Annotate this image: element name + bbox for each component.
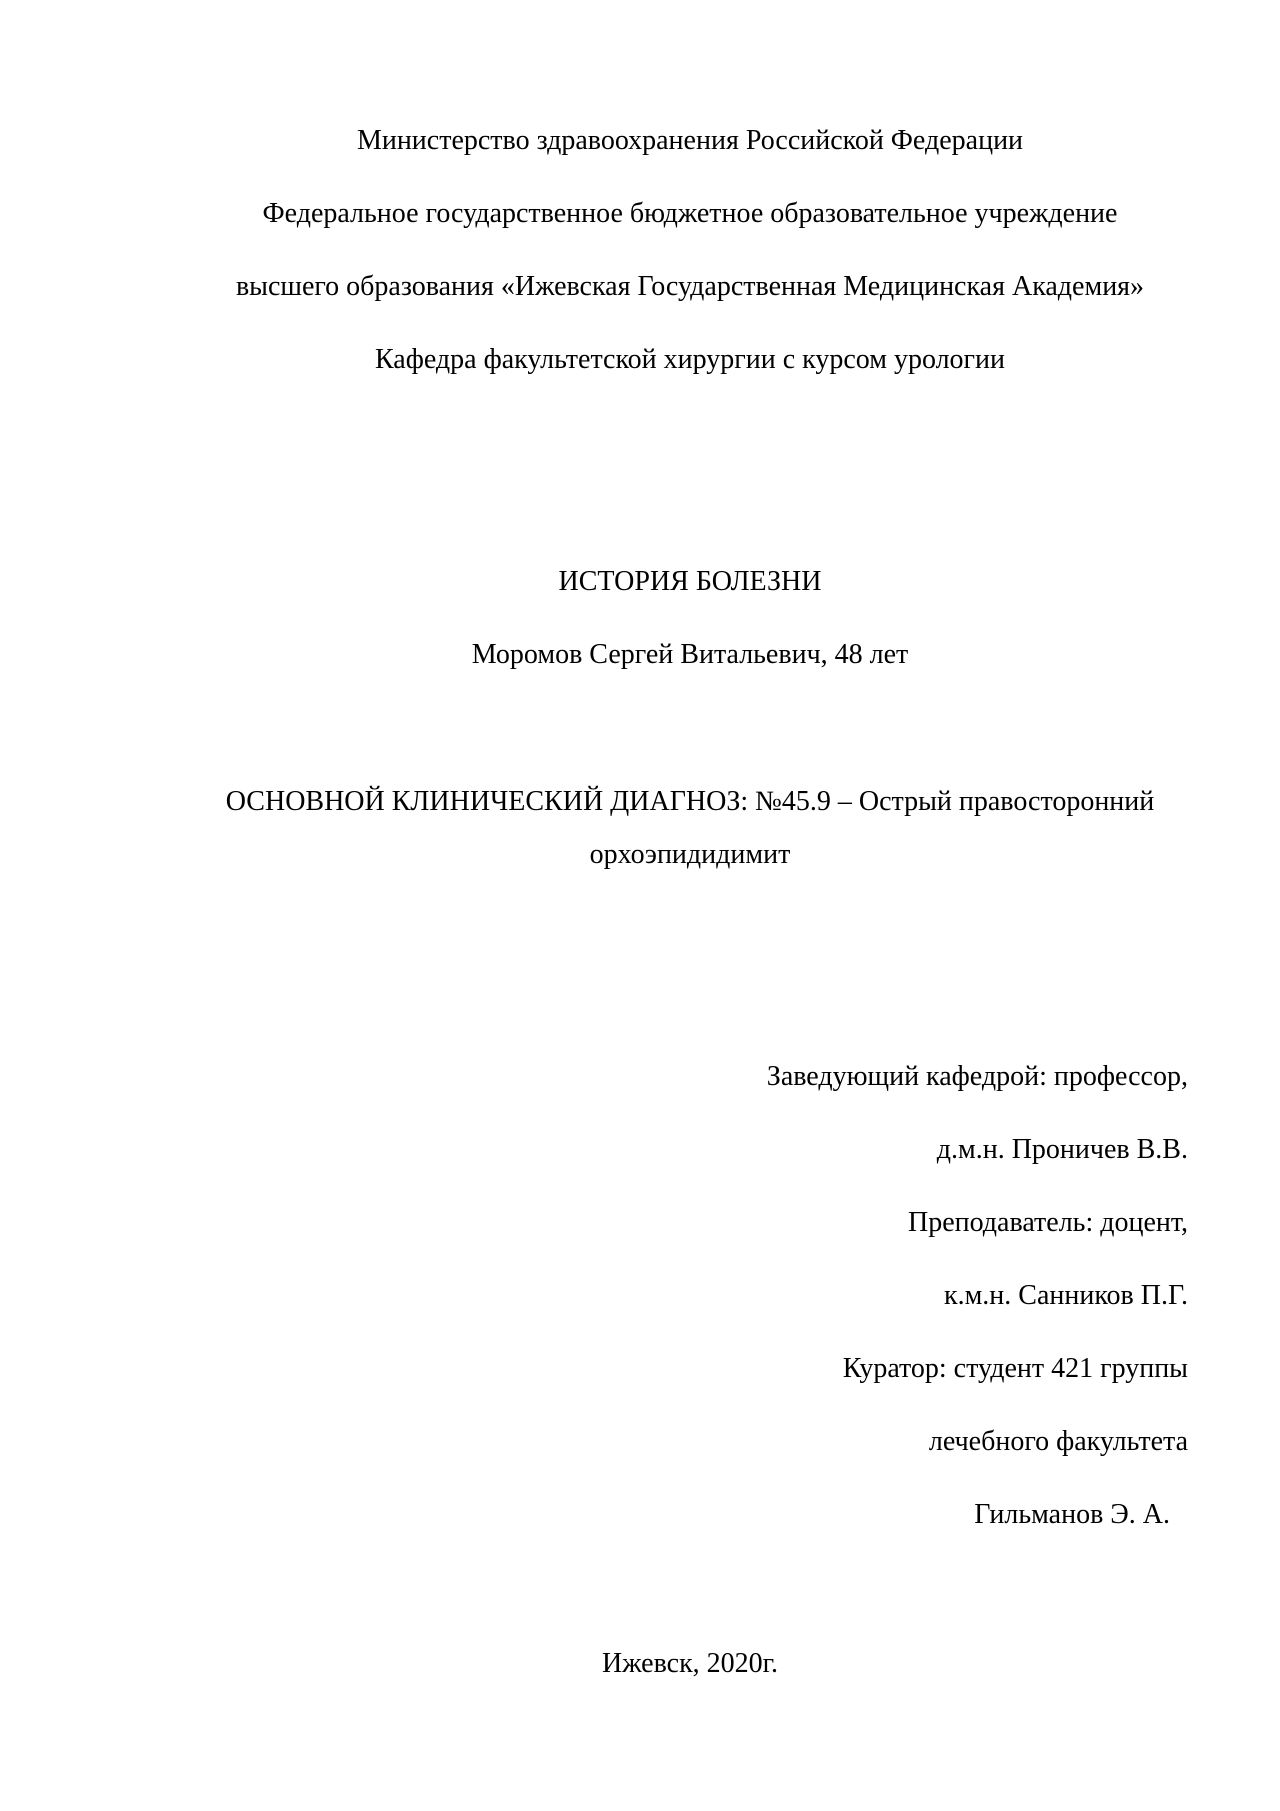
patient-name: Моромов Сергей Витальевич, 48 лет <box>471 639 909 670</box>
curator-faculty: лечебного факультета <box>928 1426 1188 1457</box>
head-of-department-role: Заведующий кафедрой: профессор, <box>766 1061 1188 1092</box>
document-title: ИСТОРИЯ БОЛЕЗНИ <box>558 566 822 597</box>
curator-role: Куратор: студент 421 группы <box>842 1353 1188 1384</box>
department-line: Кафедра факультетской хирургии с курсом урологии <box>374 344 1006 375</box>
curator-name: Гильманов Э. А. <box>974 1499 1170 1530</box>
diagnosis-line-2: орхоэпидидимит <box>589 839 791 870</box>
city-year: Ижевск, 2020г. <box>601 1648 779 1679</box>
diagnosis-line-1: ОСНОВНОЙ КЛИНИЧЕСКИЙ ДИАГНОЗ: №45.9 – Острый правосторонний <box>225 786 1155 817</box>
head-of-department-name: д.м.н. Проничев В.В. <box>936 1134 1188 1165</box>
institution-line-2: высшего образования «Ижевская Государственная Медицинская Академия» <box>235 271 1145 302</box>
institution-line-1: Федеральное государственное бюджетное образовательное учреждение <box>262 198 1118 229</box>
teacher-name: к.м.н. Санников П.Г. <box>943 1280 1188 1311</box>
ministry-line: Министерство здравоохранения Российской Федерации <box>356 125 1024 156</box>
teacher-role: Преподаватель: доцент, <box>907 1207 1188 1238</box>
